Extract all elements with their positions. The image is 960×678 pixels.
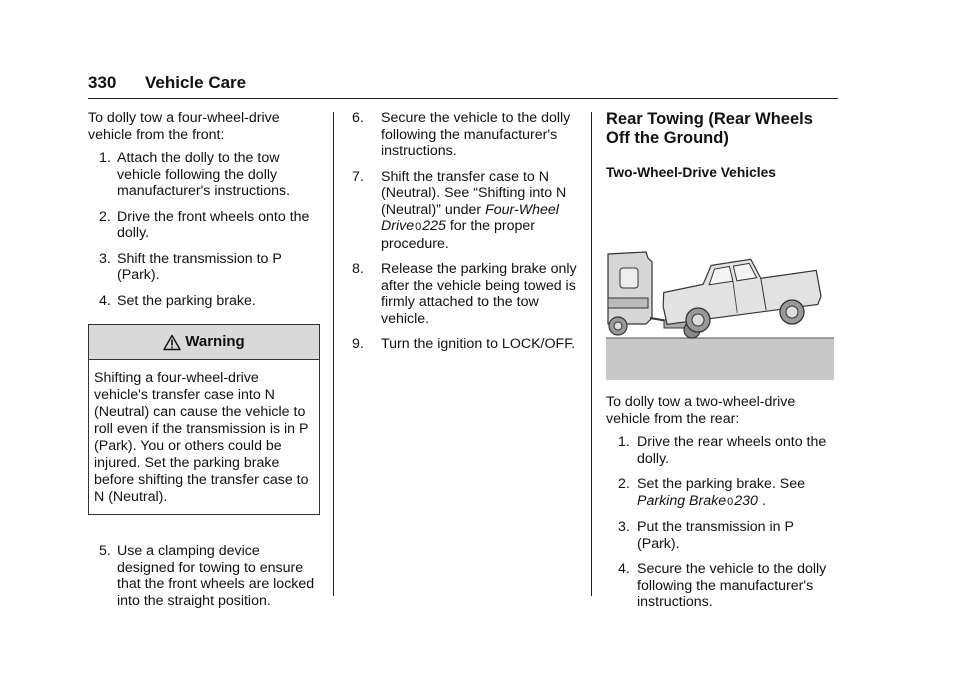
list-item: 2. Set the parking brake. See Parking Brake0230 . xyxy=(618,476,805,509)
towing-illustration xyxy=(606,200,834,380)
column-3 xyxy=(606,110,838,620)
steps-list xyxy=(606,434,838,611)
page-reference: 230 xyxy=(734,492,758,509)
page-reference-icon: 0 xyxy=(415,221,422,233)
steps-list xyxy=(88,150,320,309)
list-item: 3. Shift the transmission to P (Park). xyxy=(99,250,282,283)
list-item: 3. Put the transmission in P (Park). xyxy=(618,519,794,552)
section-title: Vehicle Care xyxy=(145,73,247,92)
section-heading: Rear Towing (Rear Wheels Off the Ground) xyxy=(606,110,813,147)
warning-header xyxy=(89,325,319,360)
page-header xyxy=(88,72,838,99)
list-item: 2. Drive the front wheels onto the dolly. xyxy=(99,208,310,241)
list-item: 6. Secure the vehicle to the dolly following the manufacturer's instructions. xyxy=(352,110,571,159)
cross-reference-link[interactable]: Four-Wheel Drive xyxy=(381,201,559,234)
list-item: 1. Drive the rear wheels onto the dolly. xyxy=(618,434,827,467)
sub-heading: Two-Wheel-Drive Vehicles xyxy=(606,165,776,180)
list-item: 9. Turn the ignition to LOCK/OFF. xyxy=(352,336,576,352)
page-reference-icon: 0 xyxy=(727,495,734,508)
cross-reference-link[interactable]: Parking Brake xyxy=(637,492,727,509)
warning-title: Warning xyxy=(185,332,245,350)
warning-text: Shifting a four-wheel-drive vehicle's transfer case into N (Neutral) can cause the vehicle to roll even if the transmission is in P (Park). You or others could be injured. Set the parking brake before shifting the transfer case to N (Neutral). xyxy=(94,370,309,505)
steps-list-continued xyxy=(88,543,320,609)
page-number: 330 xyxy=(88,73,117,92)
list-item: 8. Release the parking brake only after the vehicle being towed is firmly attached to the tow vehicle. xyxy=(352,261,577,327)
intro-text: To dolly tow a two-wheel-drive vehicle from the rear: xyxy=(606,394,796,427)
steps-list xyxy=(352,110,584,353)
warning-triangle-icon xyxy=(163,334,181,351)
list-item: 7. Shift the transfer case to N (Neutral). See “Shifting into N (Neutral)” under Four-Wheel Drive0225 for the proper procedure. xyxy=(352,168,567,252)
page-reference: 225 xyxy=(422,218,446,234)
intro-text: To dolly tow a four-wheel-drive vehicle from the front: xyxy=(88,110,280,143)
list-item: 5. Use a clamping device designed for towing to ensure that the front wheels are locked into the straight position. xyxy=(99,543,315,609)
list-item: 1. Attach the dolly to the tow vehicle following the dolly manufacturer's instructions. xyxy=(99,150,291,199)
list-item: 4. Secure the vehicle to the dolly following the manufacturer's instructions. xyxy=(618,561,827,610)
column-divider xyxy=(591,112,592,596)
warning-box xyxy=(88,324,320,515)
column-2 xyxy=(352,110,584,362)
list-item: 4. Set the parking brake. xyxy=(99,292,256,309)
column-1 xyxy=(88,110,320,618)
column-divider xyxy=(333,112,334,596)
